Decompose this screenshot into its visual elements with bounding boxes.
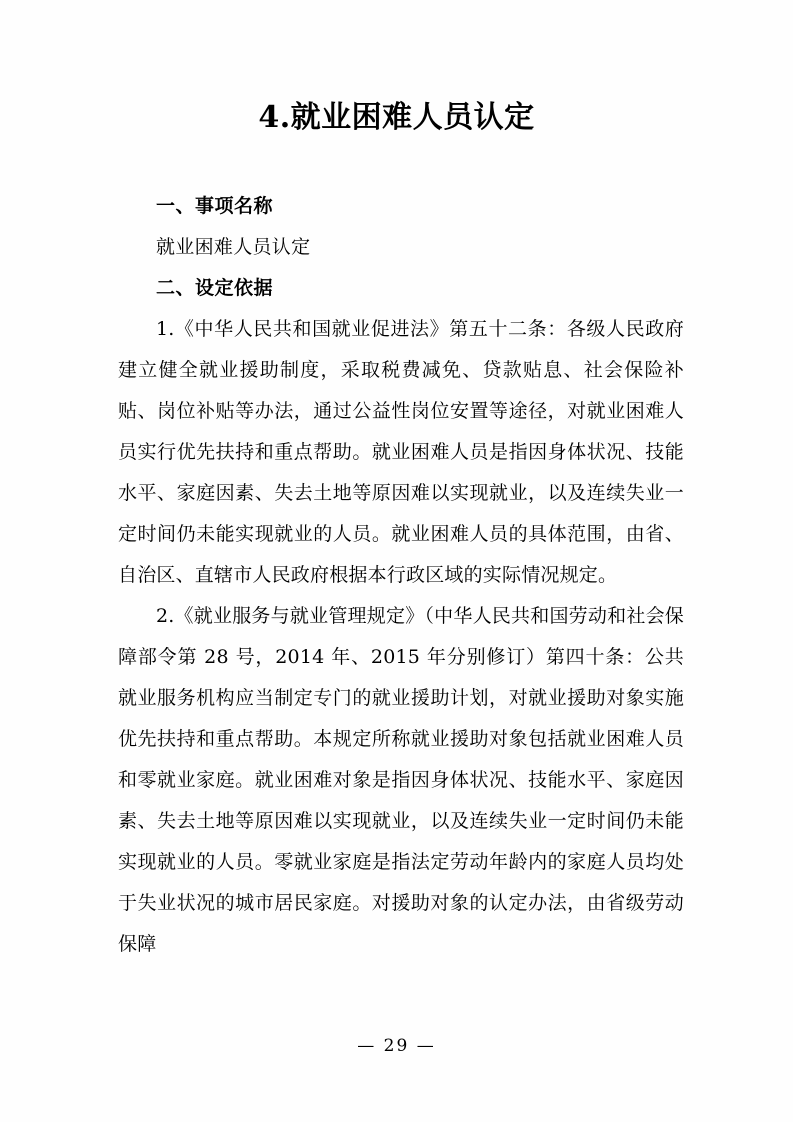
section-heading-item-name: 一、事项名称: [156, 195, 274, 217]
page-number: — 29 —: [357, 1036, 436, 1056]
basis-paragraph-2: 2.《就业服务与就业管理规定》（中华人民共和国劳动和社会保障部令第 28 号，2014 年、2015 年分别修订）第四十条：公共就业服务机构应当制定专门的就业援助计划，对就业援助对象实施优先扶持和重点帮助。本规定所称就业援助对象包括就业困难人员和零就业家庭。就业困难对象是指因身体状况、技能水平、家庭因素、失去土地等原因难以实现就业，以及连续失业一定时间仍未能实现就业的人员。零就业家庭是指法定劳动年龄内的家庭人员均处于失业状况的城市居民家庭。对援助对象的认定办法，由省级劳动保障: [118, 605, 684, 955]
document-body: [118, 186, 684, 965]
section-heading-basis: 二、设定依据: [156, 277, 274, 299]
section-body-item-name: 就业困难人员认定: [156, 236, 311, 258]
page-title: 4.就业困难人员认定: [258, 100, 535, 135]
basis-paragraph-1: 1.《中华人民共和国就业促进法》第五十二条：各级人民政府建立健全就业援助制度，采取税费减免、贷款贴息、社会保险补贴、岗位补贴等办法，通过公益性岗位安置等途径，对就业困难人员实行优先扶持和重点帮助。就业困难人员是指因身体状况、技能水平、家庭因素、失去土地等原因难以实现就业，以及连续失业一定时间仍未能实现就业的人员。就业困难人员的具体范围，由省、自治区、直辖市人民政府根据本行政区域的实际情况规定。: [118, 318, 684, 586]
